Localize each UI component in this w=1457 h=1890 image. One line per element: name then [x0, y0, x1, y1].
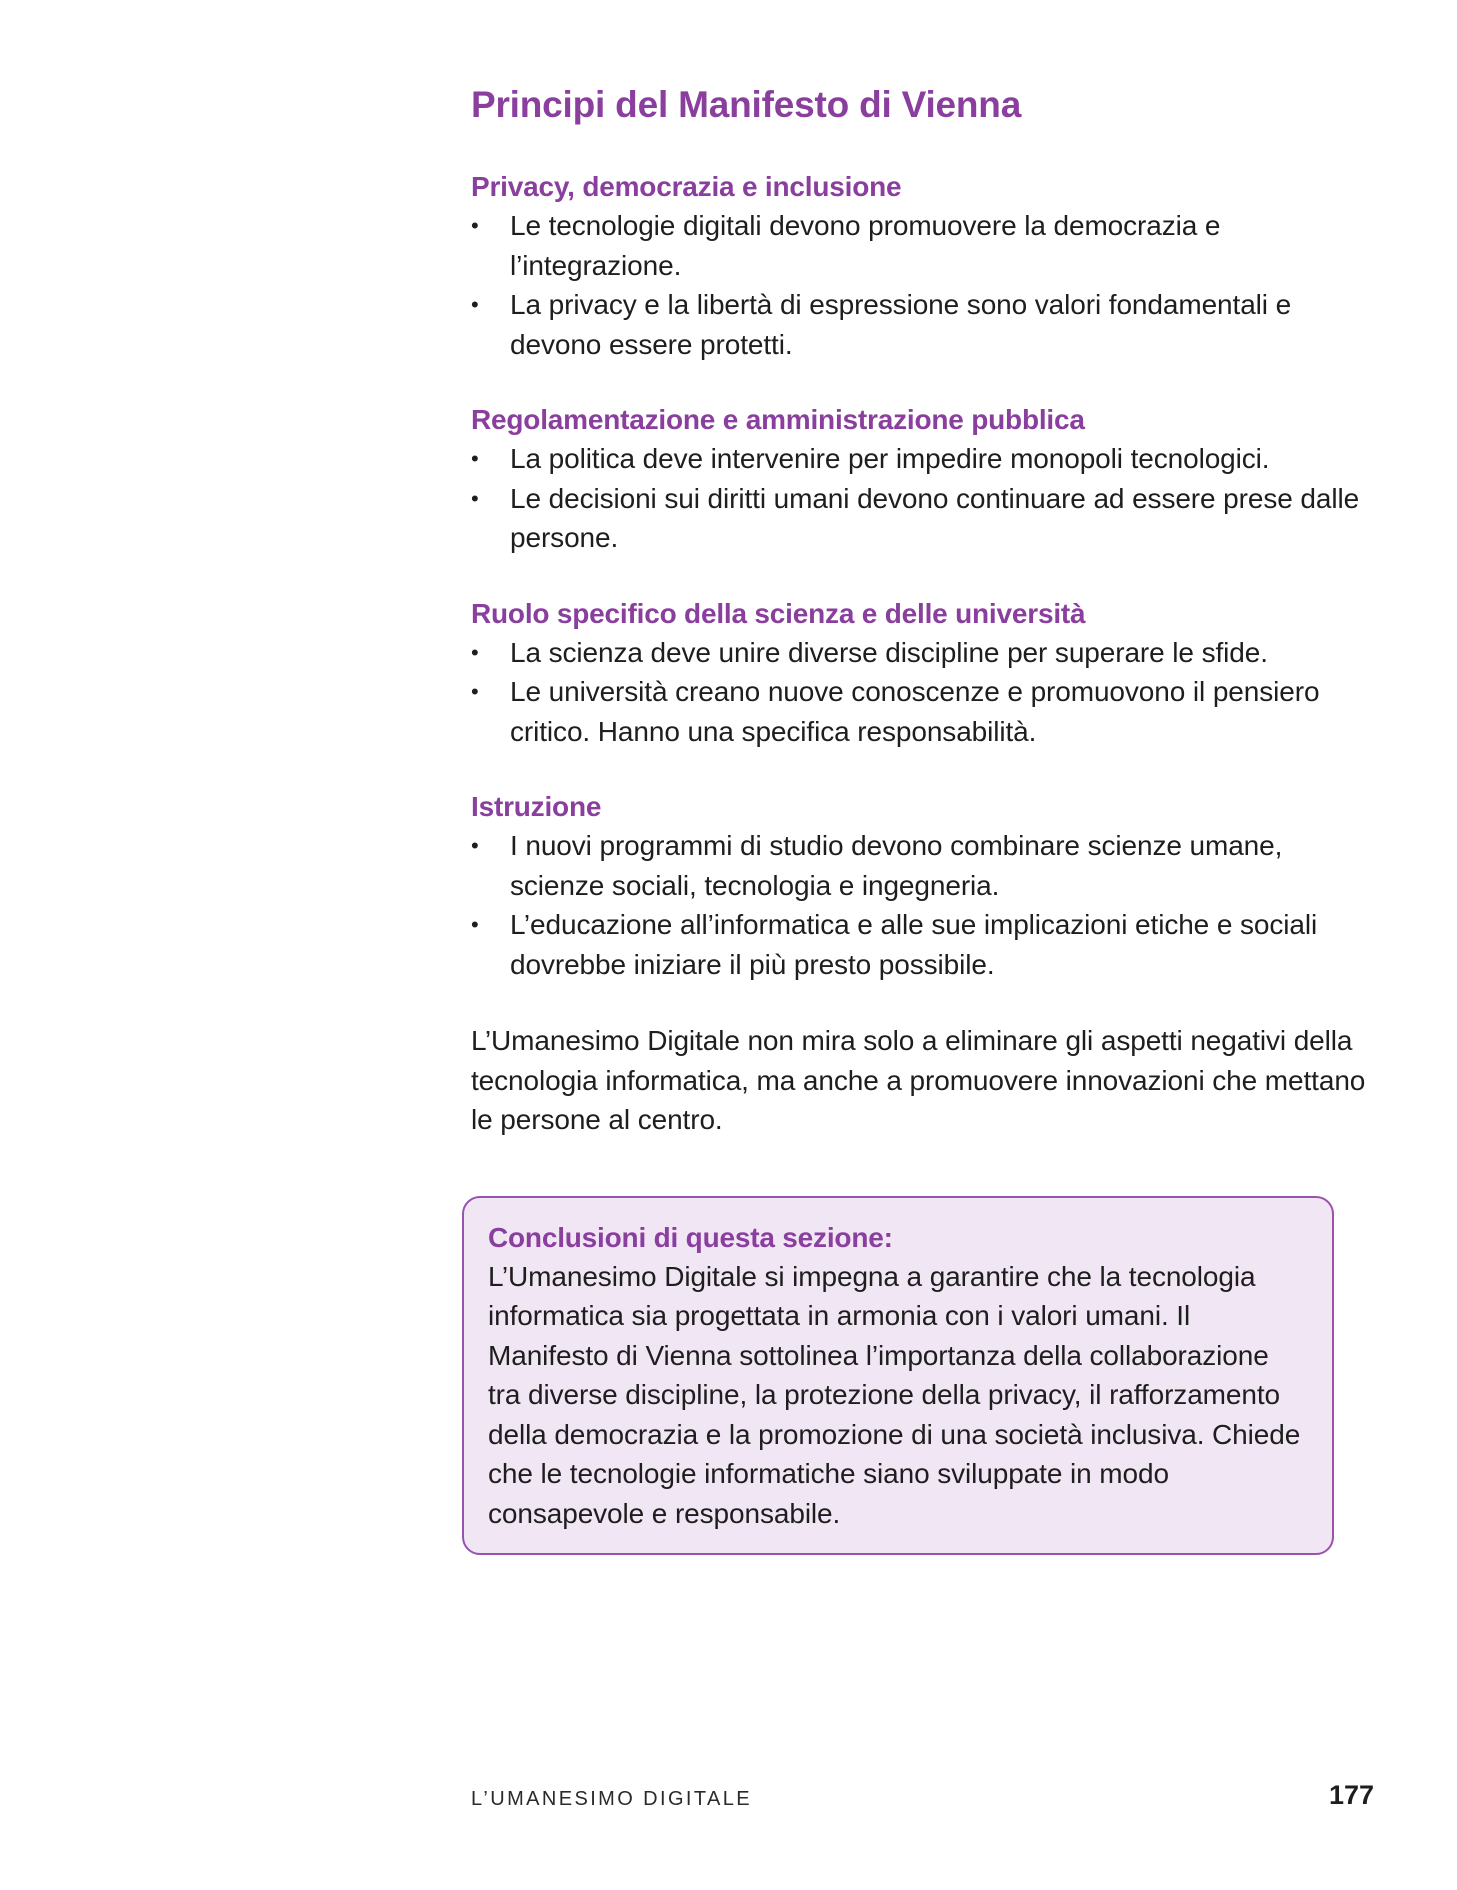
section-heading: Regolamentazione e amministrazione pubblica — [471, 404, 1085, 435]
bullet-icon: • — [471, 213, 479, 238]
bullet-icon: • — [471, 912, 479, 937]
section-science — [471, 595, 1371, 752]
bullet-list — [471, 633, 1371, 752]
conclusion-text: L’Umanesimo Digitale si impegna a garantire che la tecnologia informatica sia progettata in armonia con i valori umani. Il Manifesto di Vienna sottolinea l’importanza della collaborazione tra diverse discipline, la protezione della privacy, il rafforzamento della democrazia e la promozione di una società inclusiva. Chiede che le tecnologie informatiche siano sviluppate in modo consapevole e responsabile. — [488, 1260, 1301, 1529]
bullet-icon: • — [471, 639, 479, 665]
bullet-icon: • — [471, 292, 479, 317]
section-heading: Istruzione — [471, 791, 602, 822]
bullet-text: La scienza deve unire diverse discipline per superare le sfide. — [510, 636, 1268, 668]
section-education — [471, 788, 1371, 984]
bullet-item — [471, 826, 1371, 905]
conclusion-title: Conclusioni di questa sezione: — [488, 1221, 893, 1253]
section-regulation — [471, 401, 1371, 558]
bullet-icon: • — [471, 833, 479, 858]
bullet-item — [471, 479, 1371, 558]
bullet-icon: • — [471, 679, 479, 704]
bullet-text: L’educazione all’informatica e alle sue implicazioni etiche e sociali dovrebbe iniziare il più presto possibile. — [510, 909, 1318, 980]
section-privacy — [471, 168, 1371, 364]
footer-label: L’UMANESIMO DIGITALE — [471, 1788, 753, 1810]
closing-paragraph: L’Umanesimo Digitale non mira solo a eliminare gli aspetti negativi della tecnologia informatica, ma anche a promuovere innovazioni che mettano le persone al centro. — [471, 1025, 1366, 1135]
bullet-list — [471, 439, 1371, 558]
conclusion-box — [462, 1196, 1334, 1556]
page-number: 177 — [1328, 1780, 1374, 1810]
bullet-text: La politica deve intervenire per impedire monopoli tecnologici. — [510, 443, 1270, 474]
bullet-icon: • — [471, 485, 479, 511]
page-content — [471, 80, 1371, 1555]
bullet-list — [471, 206, 1371, 364]
bullet-text: I nuovi programmi di studio devono combinare scienze umane, scienze sociali, tecnologia e ingegneria. — [510, 830, 1283, 901]
bullet-icon: • — [471, 446, 479, 471]
page-title: Principi del Manifesto di Vienna — [471, 84, 1022, 125]
bullet-text: Le decisioni sui diritti umani devono continuare ad essere prese dalle persone. — [510, 482, 1360, 553]
page-footer — [471, 1780, 1374, 1820]
section-heading: Ruolo specifico della scienza e delle università — [471, 597, 1086, 629]
bullet-item — [471, 206, 1371, 285]
bullet-text: La privacy e la libertà di espressione sono valori fondamentali e devono essere protetti. — [510, 289, 1292, 360]
bullet-item — [471, 285, 1371, 364]
bullet-text: Le tecnologie digitali devono promuovere la democrazia e l’integrazione. — [510, 210, 1221, 281]
bullet-text: Le università creano nuove conoscenze e promuovono il pensiero critico. Hanno una specifica responsabilità. — [510, 676, 1320, 747]
bullet-item — [471, 633, 1371, 673]
bullet-list — [471, 826, 1371, 984]
bullet-item — [471, 672, 1371, 751]
bullet-item — [471, 439, 1371, 479]
bullet-item — [471, 905, 1371, 984]
section-heading: Privacy, democrazia e inclusione — [471, 171, 902, 202]
